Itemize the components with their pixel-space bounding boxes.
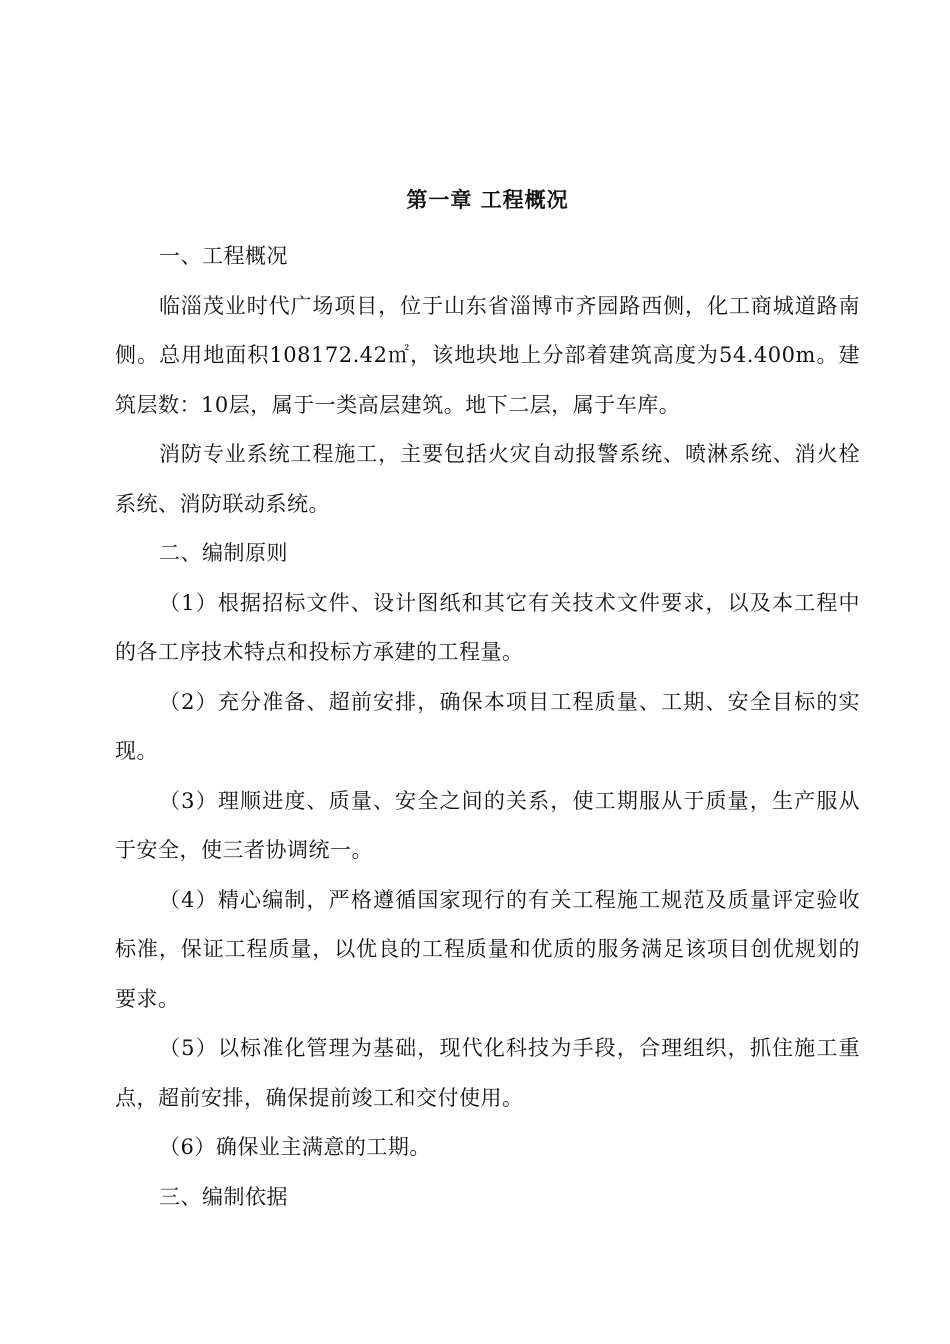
section-heading: 二、编制原则 bbox=[159, 541, 288, 565]
section-heading: 一、工程概况 bbox=[159, 244, 288, 268]
paragraph: （3）理顺进度、质量、安全之间的关系，使工期服从于质量，生产服从于安全，使三者协调统一。 bbox=[115, 788, 860, 862]
paragraph: 临淄茂业时代广场项目，位于山东省淄博市齐园路西侧，化工商城道路南侧。总用地面积108172.42㎡，该地块地上分部着建筑高度为54.400m。建筑层数：10层，属于一类高层建筑。地下二层，属于车库。 bbox=[115, 293, 860, 417]
section-heading: 三、编制依据 bbox=[159, 1184, 288, 1209]
paragraph: （6）确保业主满意的工期。 bbox=[159, 1135, 431, 1159]
paragraph: （4）精心编制，严格遵循国家现行的有关工程施工规范及质量评定验收标准，保证工程质量，以优良的工程质量和优质的服务满足该项目创优规划的要求。 bbox=[115, 887, 860, 1011]
paragraph: 消防专业系统工程施工，主要包括火灾自动报警系统、喷淋系统、消火栓系统、消防联动系统。 bbox=[115, 442, 860, 516]
paragraph: （1）根据招标文件、设计图纸和其它有关技术文件要求，以及本工程中的各工序技术特点和投标方承建的工程量。 bbox=[115, 590, 860, 664]
chapter-title: 第一章 工程概况 bbox=[406, 187, 569, 212]
document-body bbox=[115, 232, 860, 1222]
paragraph: （2）充分准备、超前安排，确保本项目工程质量、工期、安全目标的实现。 bbox=[115, 689, 860, 763]
paragraph: （5）以标准化管理为基础，现代化科技为手段，合理组织，抓住施工重点，超前安排，确保提前竣工和交付使用。 bbox=[115, 1036, 860, 1110]
